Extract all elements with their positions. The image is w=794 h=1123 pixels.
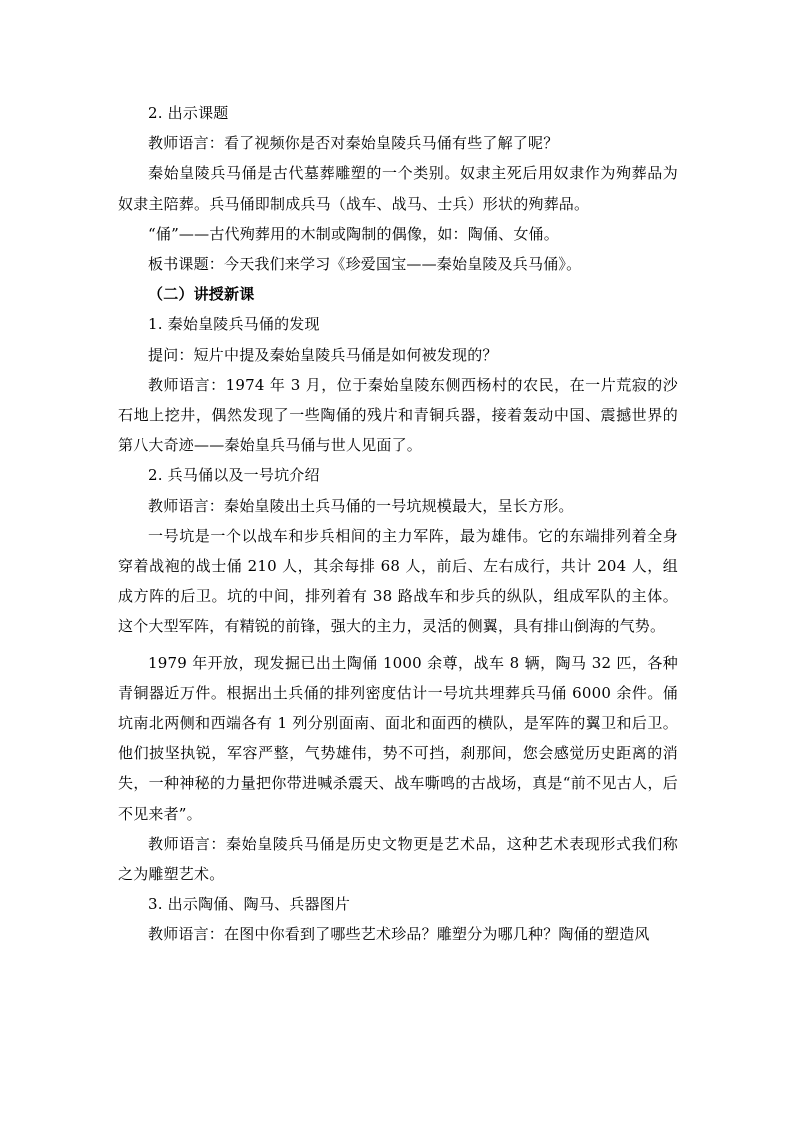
paragraph-teacher-question: 教师语言：看了视频你是否对秦始皇陵兵马俑有些了解了呢？ — [148, 134, 559, 153]
paragraph-teacher-image-question: 教师语言：在图中你看到了哪些艺术珍品？雕塑分为哪几种？陶俑的塑造风 — [148, 925, 650, 944]
paragraph-board-topic: 板书课题：今天我们来学习《珍爱国宝——秦始皇陵及兵马俑》。 — [148, 255, 582, 274]
document-body — [118, 98, 678, 950]
paragraph-subheading-pit-one: 2. 兵马俑以及一号坑介绍 — [148, 466, 320, 485]
section-heading-new-lesson: （二）讲授新课 — [148, 285, 255, 304]
paragraph-discovery-story: 教师语言：1974 年 3 月，位于秦始皇陵东侧西杨村的农民，在一片荒寂的沙石地上挖井，偶然发现了一些陶俑的残片和青铜兵器，接着轰动中国、震撼世界的第八大奇迹——秦始皇兵马俑与世人见面了。 — [118, 375, 678, 455]
paragraph-yong-definition: “俑”——古代殉葬用的木制或陶制的偶像，如：陶俑、女俑。 — [148, 224, 559, 243]
paragraph-subheading-show-images: 3. 出示陶俑、陶马、兵器图片 — [148, 895, 351, 914]
paragraph-pit-one-intro: 教师语言：秦始皇陵出土兵马俑的一号坑规模最大，呈长方形。 — [148, 496, 574, 515]
paragraph-subheading-show-topic: 2. 出示课题 — [148, 104, 229, 122]
paragraph-pit-one-excavation: 1979 年开放，现发掘已出土陶俑 1000 余尊，战车 8 辆，陶马 32 匹，各种青铜器近万件。根据出土兵俑的排列密度估计一号坑共埋葬兵马俑 6000 余件。俑坑南北两侧和西端各有 1 列分别面南、面北和面西的横队，是军阵的翼卫和后卫。他们披坚执锐，军容严整，气势雄伟，势不可挡，刹那间，您会感觉历史距离的消失，一种神秘的力量把你带进喊杀震天、战车嘶鸣的古战场，真是“前不见古人，后不见来者”。 — [118, 653, 678, 823]
paragraph-terracotta-definition: 秦始皇陵兵马俑是古代墓葬雕塑的一个类别。奴隶主死后用奴隶作为殉葬品为奴隶主陪葬。兵马俑即制成兵马（战车、战马、士兵）形状的殉葬品。 — [118, 164, 678, 213]
paragraph-pit-one-formation: 一号坑是一个以战车和步兵相间的主力军阵，最为雄伟。它的东端排列着全身穿着战袍的战士俑 210 人，其余每排 68 人，前后、左右成行，共计 204 人，组成方阵的后卫。坑的中间，排列着有 38 路战车和步兵的纵队，组成军队的主体。这个大型军阵，有精锐的前锋，强大的主力，灵活的侧翼，具有排山倒海的气势。 — [118, 526, 678, 636]
paragraph-subheading-discovery: 1. 秦始皇陵兵马俑的发现 — [148, 315, 320, 334]
paragraph-question-discovery: 提问：短片中提及秦始皇陵兵马俑是如何被发现的？ — [148, 345, 498, 364]
paragraph-sculpture-art: 教师语言：秦始皇陵兵马俑是历史文物更是艺术品，这种艺术表现形式我们称之为雕塑艺术。 — [118, 834, 678, 884]
